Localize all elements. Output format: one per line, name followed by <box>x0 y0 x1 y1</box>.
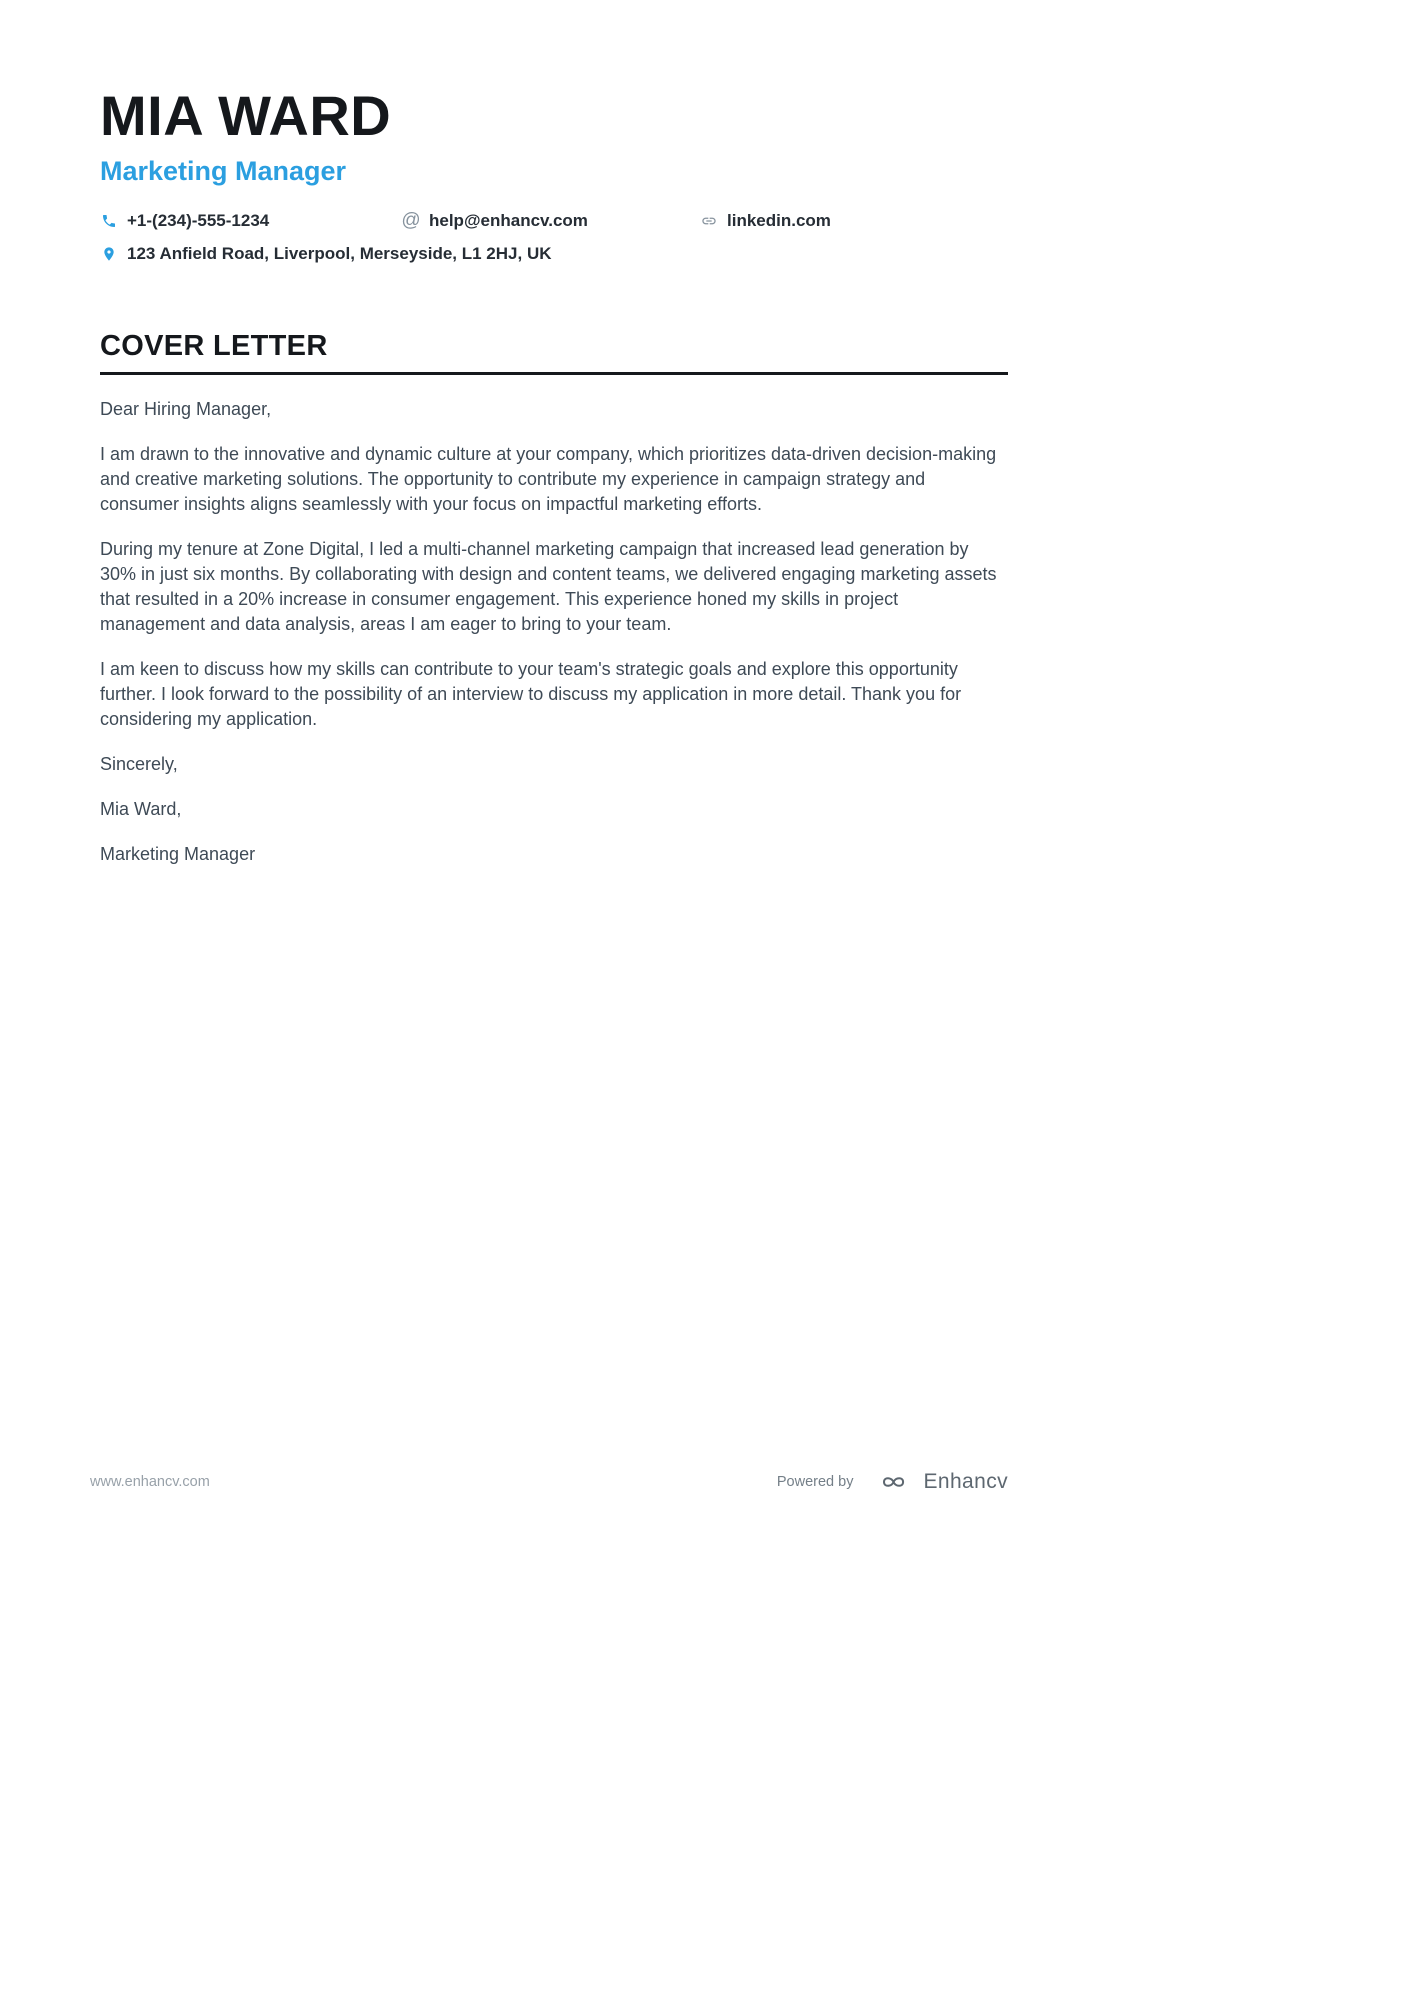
paragraph-2: During my tenure at Zone Digital, I led a multi-channel marketing campaign that increased lead generation by 30% in just six months. By collaborating with design and content teams, we delivered engaging marketing assets that resulted in a 20% increase in consumer engagement. This experience honed my skills in project management and data analysis, areas I am eager to bring to your team. <box>100 539 997 635</box>
phone-number: +1-(234)-555-1234 <box>127 210 270 230</box>
enhancv-logo-text: Enhancv <box>923 1470 1008 1493</box>
footer <box>90 1470 1008 1494</box>
address-text: 123 Anfield Road, Liverpool, Merseyside, L1 2HJ, UK <box>127 243 552 263</box>
footer-site-link[interactable]: www.enhancv.com <box>90 1474 210 1490</box>
candidate-name: MIA WARD <box>100 84 392 147</box>
letter-body <box>100 397 1008 867</box>
content-column <box>100 0 1008 867</box>
section-title-cover-letter: COVER LETTER <box>100 330 1008 375</box>
contact-email[interactable] <box>402 211 700 231</box>
contact-row-secondary <box>100 244 1008 264</box>
signature-title: Marketing Manager <box>100 844 256 865</box>
at-icon: @ <box>401 210 421 232</box>
contact-website[interactable] <box>700 211 831 231</box>
phone-icon <box>100 212 118 230</box>
link-icon <box>700 212 718 230</box>
enhancv-logo-icon <box>874 1470 914 1494</box>
website-url: linkedin.com <box>727 210 831 230</box>
contact-address <box>100 244 552 264</box>
job-title: Marketing Manager <box>100 156 347 186</box>
contact-phone <box>100 211 402 231</box>
signature-name: Mia Ward, <box>100 799 182 820</box>
powered-by-brand[interactable] <box>777 1470 1008 1494</box>
salutation: Dear Hiring Manager, <box>100 399 272 420</box>
closing: Sincerely, <box>100 754 178 775</box>
header <box>100 84 1008 264</box>
powered-by-label: Powered by <box>776 1474 854 1490</box>
contact-row-primary <box>100 211 1008 231</box>
paragraph-3: I am keen to discuss how my skills can contribute to your team's strategic goals and explore this opportunity further. I look forward to the possibility of an interview to discuss my application in more detail. Thank you for considering my application. <box>100 659 962 730</box>
location-icon <box>100 245 118 263</box>
paragraph-1: I am drawn to the innovative and dynamic culture at your company, which prioritizes data-driven decision-making and creative marketing solutions. The opportunity to contribute my experience in campaign strategy and consumer insights aligns seamlessly with your focus on impactful marketing efforts. <box>100 444 997 515</box>
email-address: help@enhancv.com <box>429 210 588 230</box>
